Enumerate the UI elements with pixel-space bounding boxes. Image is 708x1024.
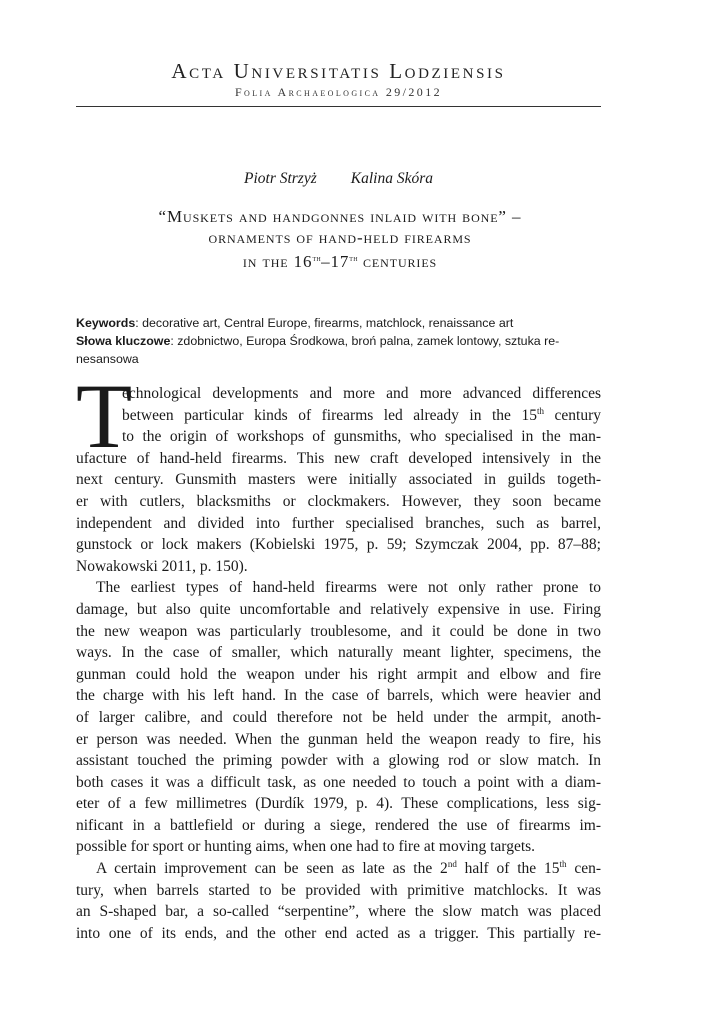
paper-title xyxy=(90,207,590,273)
text-line: gunman could hold the weapon under his right armpit and elbow and fire xyxy=(76,665,601,683)
text-line: The earliest types of hand-held firearms were not only rather prone to xyxy=(96,579,601,597)
text-line: ways. In the case of smaller, which naturally meant lighter, specimens, the xyxy=(76,644,601,662)
text-line: to the origin of workshops of gunsmiths, who specialised in the man- xyxy=(122,428,601,446)
journal-title: Acta Universitatis Lodziensis xyxy=(171,59,506,83)
text-line: eter of a few millimetres (Durdík 1979, p. 4). These complications, less sig- xyxy=(76,795,601,813)
body-text xyxy=(76,383,601,944)
text-line: the charge with his left hand. In the case of barrels, which were heavier and xyxy=(76,687,601,705)
journal-series: Folia Archaeologica 29/2012 xyxy=(234,85,443,99)
text-line: of larger calibre, and could therefore not be held under the armpit, anoth- xyxy=(76,708,601,726)
text-line: nificant in a battlefield or during a siege, rendered the use of firearms im- xyxy=(76,816,601,834)
header-divider xyxy=(76,106,601,107)
text-line: assistant touched the priming powder with a glowing rod or slow match. In xyxy=(76,752,601,770)
text-line: both cases it was a difficult task, as one needed to touch a point with a diam- xyxy=(76,773,601,791)
author-name: Piotr Strzyż xyxy=(243,170,317,187)
text-line: er person was needed. When the gunman held the weapon ready to fire, his xyxy=(76,730,601,748)
author-list xyxy=(76,169,601,189)
keywords-pl xyxy=(76,332,601,350)
keywords-text: : decorative art, Central Europe, firearms, matchlock, renaissance art xyxy=(135,316,514,330)
text-line: echnological developments and more and more advanced differences xyxy=(122,385,601,402)
text-line: possible for sport or hunting aims, when one had to fire at moving targets. xyxy=(76,838,536,856)
keywords-pl-label: Słowa kluczowe xyxy=(76,334,171,348)
keywords-en xyxy=(76,314,601,332)
title-line: “Muskets and handgonnes inlaid with bone” – xyxy=(158,207,522,226)
text-line: next century. Gunsmith masters were initially associated in guilds togeth- xyxy=(76,471,601,489)
text-line: A certain improvement can be seen as late as the 2nd half of the 15th cen- xyxy=(96,859,601,878)
title-line: ornaments of hand-held firearms xyxy=(208,227,472,247)
text-line: ufacture of hand-held firearms. This new craft developed intensively in the xyxy=(76,449,601,467)
text-line: gunstock or lock makers (Kobielski 1975, p. 59; Szymczak 2004, pp. 87–88; xyxy=(76,536,601,554)
text-line: between particular kinds of firearms led already in the 15th century xyxy=(122,405,601,424)
text-line: into one of its ends, and the other end acted as a trigger. This partially re- xyxy=(76,924,601,942)
keywords-label: Keywords xyxy=(76,316,136,330)
text-line: damage, but also quite uncomfortable and relatively expensive in use. Firing xyxy=(76,600,601,618)
keywords-block xyxy=(76,314,601,368)
keywords-pl-text: : zdobnictwo, Europa Środkowa, broń palna, zamek lontowy, sztuka re- xyxy=(170,334,560,348)
author-name: Kalina Skóra xyxy=(350,170,434,187)
keywords-pl-cont: nesansowa xyxy=(76,352,139,366)
text-line: Nowakowski 2011, p. 150). xyxy=(76,557,248,575)
text-line: the new weapon was particularly troublesome, and it could be done in two xyxy=(76,622,601,640)
text-line: independent and divided into further specialised branches, such as barrel, xyxy=(76,514,601,532)
text-line: an S-shaped bar, a so-called “serpentine”, where the slow match was placed xyxy=(76,903,601,921)
title-line: in the 16th–17th centuries xyxy=(242,252,438,271)
text-line: tury, when barrels started to be provided with primitive matchlocks. It was xyxy=(76,881,601,899)
text-line: er with cutlers, blacksmiths or clockmakers. However, they soon became xyxy=(76,492,601,510)
running-header xyxy=(76,58,601,100)
drop-cap: T xyxy=(76,365,133,467)
